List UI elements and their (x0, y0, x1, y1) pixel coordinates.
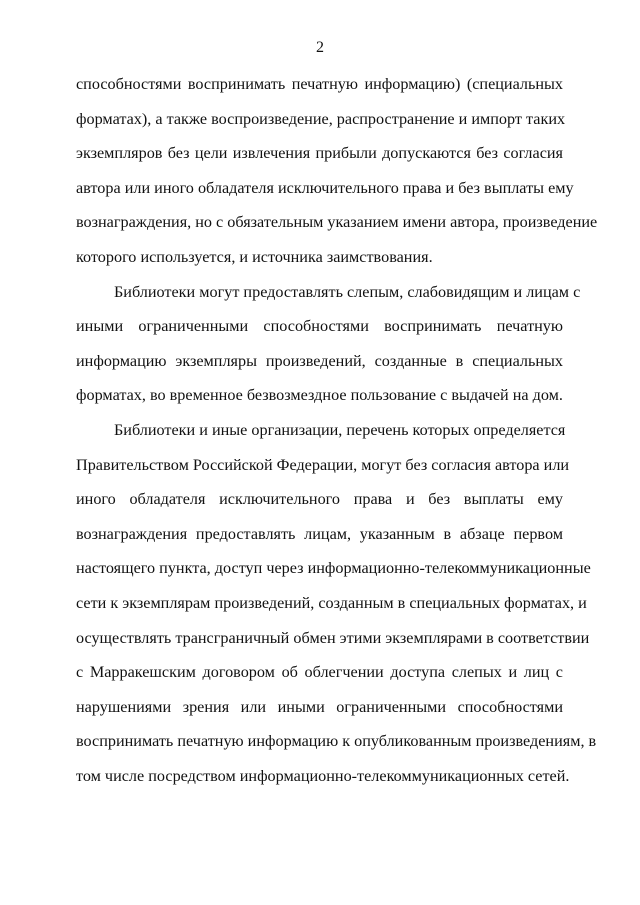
page-number: 2 (316, 39, 324, 56)
paragraph-3-line-10: воспринимать печатную информацию к опубликованным произведениям, в (76, 732, 597, 751)
paragraph-2-line-4: форматах, во временное безвозмездное пользование с выдачей на дом. (76, 386, 563, 405)
paragraph-3-line-1: Библиотеки и иные организации, перечень которых определяется (114, 420, 566, 439)
paragraph-1-line-6: которого используется, и источника заимствования. (76, 247, 433, 266)
paragraph-3-line-5: настоящего пункта, доступ через информационно-телекоммуникационные (76, 559, 591, 578)
paragraph-1-line-1: способностями воспринимать печатную информацию) (специальных (76, 75, 563, 93)
paragraph-2-line-1: Библиотеки могут предоставлять слепым, слабовидящим и лицам с (114, 282, 581, 301)
paragraph-3-line-11: том числе посредством информационно-телекоммуникационных сетей. (76, 766, 570, 785)
document-body (76, 73, 598, 799)
paragraph-3-line-7: осуществлять трансграничный обмен этими экземплярами в соответствии (76, 628, 590, 647)
paragraph-3-line-4: вознаграждения предоставлять лицам, указанным в абзаце первом (76, 524, 563, 543)
paragraph-3-line-2: Правительством Российской Федерации, могут без согласия автора или (76, 455, 570, 474)
paragraph-3-line-3: иного обладателя исключительного права и без выплаты ему (76, 490, 563, 509)
paragraph-1-line-5: вознаграждения, но с обязательным указанием имени автора, произведение (76, 213, 598, 232)
paragraph-2-line-2: иными ограниченными способностями воспринимать печатную (76, 317, 563, 336)
paragraph-1-line-2: форматах), а также воспроизведение, распространение и импорт таких (76, 109, 566, 128)
paragraph-1-line-3: экземпляров без цели извлечения прибыли допускаются без согласия (76, 144, 563, 163)
paragraph-1-line-4: автора или иного обладателя исключительного права и без выплаты ему (76, 178, 574, 197)
paragraph-3-line-6: сети к экземплярам произведений, созданным в специальных форматах, и (76, 593, 587, 612)
paragraph-3-line-9: нарушениями зрения или иными ограниченными способностями (76, 697, 563, 716)
paragraph-3-line-8: с Марракешским договором об облегчении доступа слепых и лиц с (76, 663, 563, 682)
paragraph-2-line-3: информацию экземпляры произведений, созданные в специальных (76, 351, 563, 370)
